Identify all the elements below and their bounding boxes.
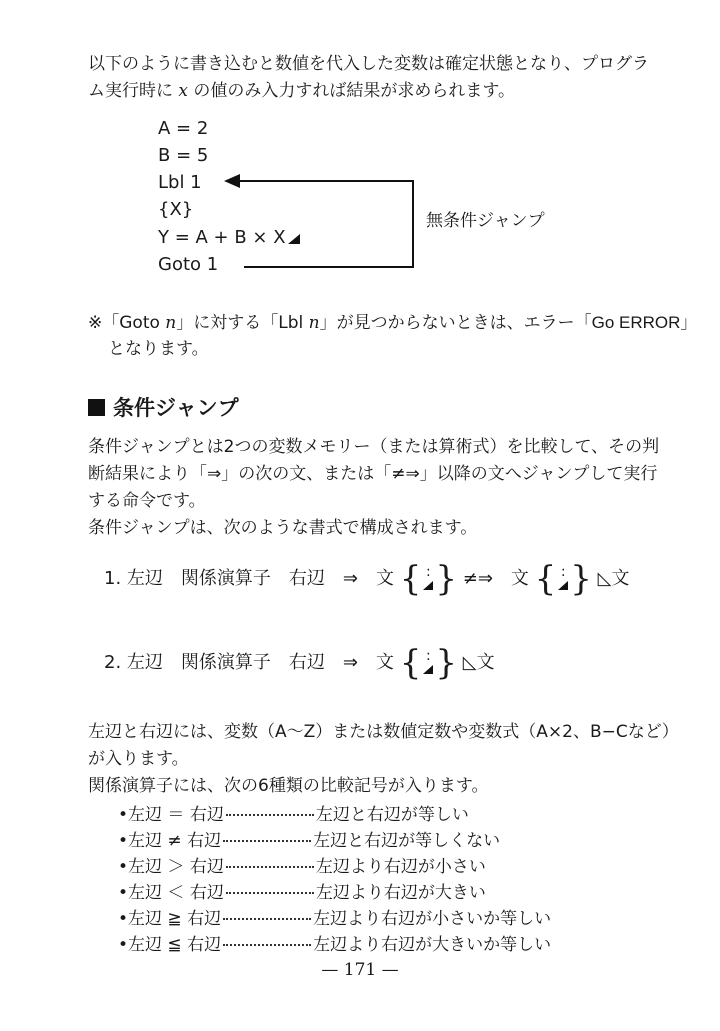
sides-line-3: 関係演算子には、次の6種類の比較記号が入ります。 [88, 776, 489, 796]
operator-item: •左辺 ≧ 右辺 左辺より右辺が小さいか等しい [118, 909, 552, 929]
note-line-1: ※「Goto n」に対する「Lbl n」が見つからないときは、エラー「Go ERROR」 [88, 313, 698, 333]
desc-line-2: 断結果により「⇒」の次の文、または「≠⇒」以降の文へジャンプして実行 [88, 464, 658, 484]
page-number: — 171 — [321, 960, 399, 980]
display-triangle-icon [423, 665, 433, 674]
operator-item: •左辺 ＝ 右辺 左辺と右辺が等しい [118, 805, 469, 825]
section-heading: 条件ジャンプ [88, 392, 239, 422]
format-1: 1. 左辺 関係演算子 右辺 ⇒ 文 { : } ≠⇒ 文 { : } ◺文 [104, 559, 630, 599]
desc-line-4: 条件ジャンプは、次のような書式で構成されます。 [88, 518, 478, 538]
desc-line-1: 条件ジャンプとは2つの変数メモリー（または算術式）を比較して、その判 [88, 437, 660, 457]
sides-line-2: が入ります。 [88, 749, 189, 769]
operator-item: •左辺 ＞ 右辺 左辺より右辺が小さい [118, 857, 486, 877]
arrowhead-left-icon [224, 174, 240, 188]
code-line-1: A = 2 [158, 118, 209, 139]
jump-label: 無条件ジャンプ [426, 211, 545, 231]
operator-item: •左辺 ≦ 右辺 左辺より右辺が大きいか等しい [118, 935, 552, 955]
code-line-2: B = 5 [158, 145, 209, 166]
square-bullet-icon [88, 399, 105, 416]
desc-line-3: する命令です。 [88, 491, 206, 511]
display-triangle-icon [288, 234, 300, 244]
sides-line-1: 左辺と右辺には、変数（A〜Z）または数値定数や変数式（A×2、B−Cなど） [88, 722, 679, 742]
operator-item: •左辺 ≠ 右辺 左辺と右辺が等しくない [118, 831, 501, 851]
operator-item: •左辺 ＜ 右辺 左辺より右辺が大きい [118, 883, 486, 903]
display-triangle-icon [423, 581, 433, 590]
intro-line-1: 以下のように書き込むと数値を代入した変数は確定状態となり、プログラ [88, 54, 649, 74]
code-line-3: Lbl 1 [158, 172, 202, 193]
code-line-4: {X} [158, 199, 194, 220]
display-triangle-icon [558, 581, 568, 590]
format-2: 2. 左辺 関係演算子 右辺 ⇒ 文 { : } ◺文 [104, 643, 495, 683]
intro-line-2: ム実行時に x の値のみ入力すれば結果が求められます。 [88, 81, 516, 101]
note-line-2: となります。 [108, 339, 209, 359]
code-line-6: Goto 1 [158, 254, 219, 275]
code-line-5: Y = A + B × X [158, 227, 300, 248]
